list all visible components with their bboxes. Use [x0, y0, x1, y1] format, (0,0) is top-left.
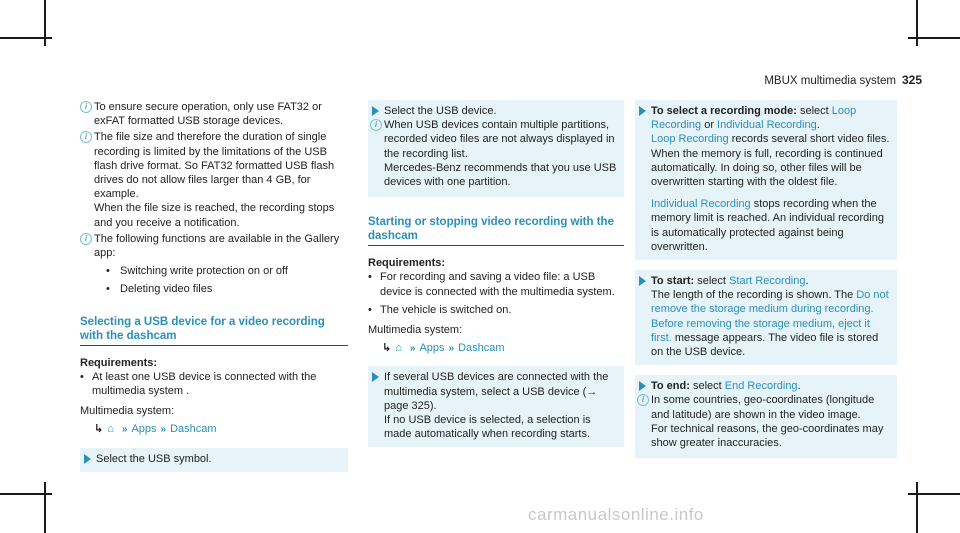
option-loop-recording: Loop Recording — [651, 105, 857, 132]
info-note — [370, 118, 618, 189]
option-end-recording: End Recording — [724, 380, 798, 393]
info-icon: i — [370, 119, 382, 131]
info-note — [80, 130, 348, 229]
info-note — [637, 393, 891, 450]
menu-path — [80, 422, 348, 437]
step-text: Individual Recording stops recording when the memory limit is reached. An individual recording is automatically protected against being overwritten. — [651, 198, 884, 253]
column-middle — [368, 100, 624, 451]
option-start-recording: Start Recording — [729, 275, 806, 288]
list-item: • Deleting video files — [94, 282, 348, 296]
step-arrow-icon — [639, 106, 646, 116]
menu-path — [368, 341, 624, 356]
crop-mark — [908, 493, 960, 495]
crop-mark — [916, 0, 918, 46]
chevron-icon: » — [448, 343, 455, 355]
action-step — [80, 448, 348, 472]
step-text: To end: select End Recording. — [651, 380, 801, 393]
info-icon: i — [80, 101, 92, 113]
crop-mark — [44, 482, 46, 533]
path-arrow-icon: ↳ — [382, 342, 392, 355]
section-heading: Selecting a USB device for a video recording with the dashcam — [80, 315, 348, 346]
message-text: Do not remove the storage medium during recording. Before removing the storage medium, eject it first. — [651, 289, 889, 344]
crop-mark — [44, 0, 46, 46]
requirements-label: Requirements: — [368, 257, 446, 270]
requirements-label: Requirements: — [80, 356, 158, 369]
path-arrow-icon: ↳ — [94, 423, 104, 436]
action-step — [368, 366, 624, 447]
note-text: The following functions are available in the Gallery app: — [94, 232, 340, 260]
note-text: For technical reasons, the geo-coordinates may show greater inaccuracies. — [651, 422, 884, 450]
step-arrow-icon — [639, 381, 646, 391]
column-right — [635, 100, 897, 462]
action-step — [635, 100, 897, 260]
column-left — [80, 100, 348, 476]
step-text: If no USB device is selected, a selection is made automatically when recording starts. — [384, 414, 591, 441]
step-arrow-icon — [84, 454, 91, 464]
step-arrow-icon — [639, 276, 646, 286]
action-step — [368, 100, 624, 197]
crop-mark — [0, 37, 52, 39]
step-text: Select the USB device. — [384, 105, 497, 117]
note-text: The file size and therefore the duration of single recording is limited by the limitations of the USB flash drive format. So FAT32 formatted USB flash drives do not allow files larger than 4 GB, for example. — [94, 131, 335, 201]
note-text: When USB devices contain multiple partitions, recorded video files are not always displayed in the recording list. — [384, 119, 615, 160]
note-text: Mercedes-Benz recommends that you use USB devices with one partition. — [384, 161, 617, 189]
system-label: Multimedia system: — [80, 405, 175, 418]
watermark: carmanualsonline.info — [528, 505, 704, 524]
path-dashcam: Dashcam — [458, 342, 505, 355]
section-heading: Starting or stopping video recording with the dashcam — [368, 215, 624, 246]
crop-mark — [916, 482, 918, 533]
info-note — [80, 100, 348, 128]
crop-mark — [0, 493, 52, 495]
step-text: To select a recording mode: select Loop Recording or Individual Recording. — [651, 105, 857, 132]
note-text: In some countries, geo-coordinates (longitude and latitude) are shown in the video image. — [651, 394, 875, 421]
step-arrow-icon — [372, 372, 379, 382]
action-step — [635, 375, 897, 458]
option-individual-recording: Individual Recording — [717, 119, 817, 132]
info-icon: i — [80, 233, 92, 245]
requirement-item: • At least one USB device is connected with the multimedia system . — [80, 370, 348, 398]
step-text: Loop Recording records several short video files. When the memory is full, recording is continued automatically. In doing so, other files will be overwritten starting with the oldest file. — [651, 133, 890, 189]
chevron-icon: » — [409, 343, 416, 355]
path-apps: Apps — [131, 423, 157, 436]
info-icon: i — [80, 131, 92, 143]
chevron-icon: » — [160, 424, 167, 436]
requirement-item: • For recording and saving a video file: a USB device is connected with the multimedia system. — [368, 270, 624, 298]
page-header — [700, 73, 922, 87]
home-icon: ⌂ — [107, 423, 114, 436]
path-dashcam: Dashcam — [170, 423, 217, 436]
action-step — [635, 270, 897, 365]
step-text: Select the USB symbol. — [96, 452, 212, 465]
home-icon: ⌂ — [395, 342, 402, 355]
info-note — [80, 232, 348, 297]
note-text: To ensure secure operation, only use FAT32 or exFAT formatted USB storage devices. — [94, 101, 322, 128]
requirement-item: • The vehicle is switched on. — [368, 303, 624, 317]
crop-mark — [908, 37, 960, 39]
page-number: 325 — [901, 73, 922, 87]
step-text: To start: select Start Recording. — [651, 275, 809, 288]
chevron-icon: » — [121, 424, 128, 436]
info-icon: i — [637, 394, 649, 406]
step-text: If several USB devices are connected with the multimedia system, select a USB device (→ page 325). — [384, 371, 609, 412]
path-apps: Apps — [419, 342, 445, 355]
note-text: When the file size is reached, the recording stops and you receive a notification. — [94, 202, 335, 229]
system-label: Multimedia system: — [368, 324, 463, 337]
header-section: MBUX multimedia system — [764, 75, 896, 87]
step-text: The length of the recording is shown. The Do not remove the storage medium during recording. Before removing the storage medium, eject it first. message appears. The video file is stored on the USB device. — [651, 289, 889, 359]
step-arrow-icon — [372, 106, 379, 116]
list-item: • Switching write protection on or off — [94, 264, 348, 278]
